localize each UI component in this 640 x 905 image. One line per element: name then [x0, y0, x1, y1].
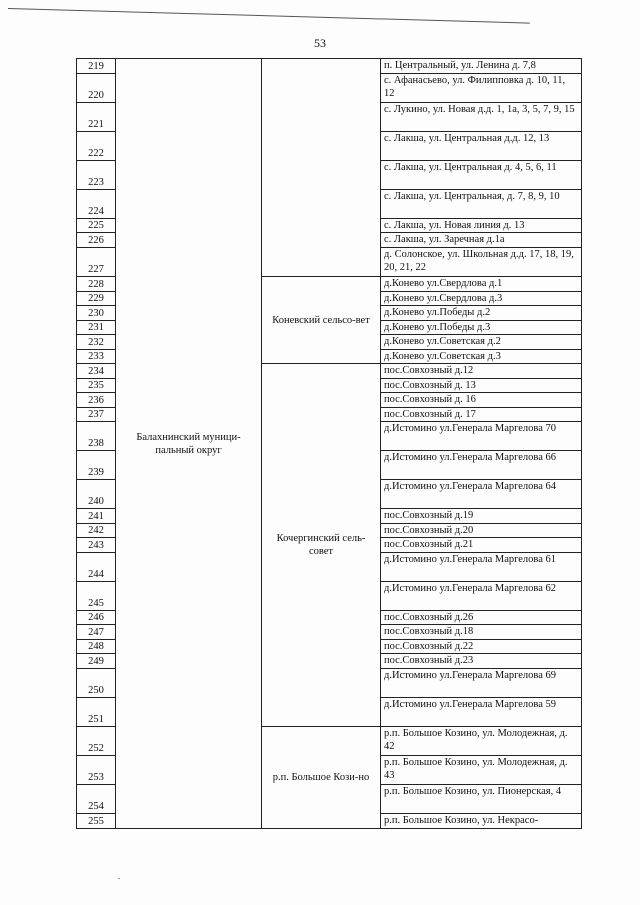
address-cell: пос.Совхозный д.20 [381, 524, 582, 538]
row-number: 222 [77, 132, 116, 161]
row-number: 226 [77, 233, 116, 248]
address-cell: д.Истомино ул.Генерала Маргелова 70 [381, 422, 582, 451]
address-cell: д.Конево ул.Советская д.2 [381, 335, 582, 350]
row-number: 229 [77, 292, 116, 306]
row-number: 238 [77, 422, 116, 451]
address-cell: с. Лукино, ул. Новая д.д. 1, 1а, 3, 5, 7, 9, 15 [381, 103, 582, 132]
address-cell: пос.Совхозный д.19 [381, 509, 582, 524]
row-number: 245 [77, 582, 116, 611]
table-row [77, 59, 582, 74]
row-number: 228 [77, 277, 116, 292]
address-cell: пос.Совхозный д.18 [381, 625, 582, 640]
address-cell: д.Истомино ул.Генерала Маргелова 62 [381, 582, 582, 611]
address-cell: р.п. Большое Козино, ул. Пионерская, 4 [381, 785, 582, 814]
row-number: 230 [77, 306, 116, 321]
row-number: 243 [77, 538, 116, 553]
settlement-cell: р.п. Большое Кози-но [262, 727, 381, 829]
address-cell: пос.Совхозный д.26 [381, 611, 582, 625]
row-number: 234 [77, 364, 116, 379]
row-number: 220 [77, 74, 116, 103]
row-number: 235 [77, 379, 116, 393]
polling-station-table [76, 58, 582, 829]
row-number: 221 [77, 103, 116, 132]
row-number: 248 [77, 640, 116, 654]
row-number: 251 [77, 698, 116, 727]
row-number: 232 [77, 335, 116, 350]
address-cell: пос.Совхозный д.12 [381, 364, 582, 379]
row-number: 236 [77, 393, 116, 408]
address-cell: с. Лакша, ул. Центральная д.д. 12, 13 [381, 132, 582, 161]
row-number: 224 [77, 190, 116, 219]
address-cell: пос.Совхозный д. 13 [381, 379, 582, 393]
row-number: 223 [77, 161, 116, 190]
scan-edge-line [8, 8, 530, 24]
address-cell: с. Лакша, ул. Заречная д.1а [381, 233, 582, 248]
address-cell: пос.Совхозный д.22 [381, 640, 582, 654]
municipality-cell: Балахнинский муници-пальный округ [116, 59, 262, 829]
address-cell: д.Истомино ул.Генерала Маргелова 61 [381, 553, 582, 582]
row-number: 253 [77, 756, 116, 785]
row-number: 242 [77, 524, 116, 538]
address-cell: п. Центральный, ул. Ленина д. 7,8 [381, 59, 582, 74]
address-cell: пос.Совхозный д. 17 [381, 408, 582, 422]
row-number: 219 [77, 59, 116, 74]
address-cell: д.Конево ул.Победы д.3 [381, 321, 582, 335]
row-number: 237 [77, 408, 116, 422]
row-number: 225 [77, 219, 116, 233]
settlement-cell: Кочергинский сель-совет [262, 364, 381, 727]
address-cell: д.Истомино ул.Генерала Маргелова 66 [381, 451, 582, 480]
address-cell: р.п. Большое Козино, ул. Некрасо- [381, 814, 582, 829]
address-cell: д.Истомино ул.Генерала Маргелова 59 [381, 698, 582, 727]
address-cell: д.Конево ул.Свердлова д.1 [381, 277, 582, 292]
row-number: 254 [77, 785, 116, 814]
row-number: 241 [77, 509, 116, 524]
address-cell: с. Лакша, ул. Центральная, д. 7, 8, 9, 10 [381, 190, 582, 219]
page-number: 53 [314, 36, 326, 50]
row-number: 227 [77, 248, 116, 277]
settlement-cell: Коневский сельсо-вет [262, 277, 381, 364]
address-cell: д. Солонское, ул. Школьная д.д. 17, 18, 19, 20, 21, 22 [381, 248, 582, 277]
row-number: 233 [77, 350, 116, 364]
address-cell: д.Истомино ул.Генерала Маргелова 64 [381, 480, 582, 509]
settlement-cell [262, 59, 381, 277]
row-number: 244 [77, 553, 116, 582]
row-number: 240 [77, 480, 116, 509]
scan-mark [118, 878, 120, 879]
address-cell: с. Лакша, ул. Центральная д. 4, 5, 6, 11 [381, 161, 582, 190]
address-cell: д.Конево ул.Свердлова д.3 [381, 292, 582, 306]
address-cell: пос.Совхозный д. 16 [381, 393, 582, 408]
row-number: 239 [77, 451, 116, 480]
row-number: 246 [77, 611, 116, 625]
address-cell: р.п. Большое Козино, ул. Молодежная, д. 43 [381, 756, 582, 785]
address-cell: пос.Совхозный д.23 [381, 654, 582, 669]
address-cell: р.п. Большое Козино, ул. Молодежная, д. 42 [381, 727, 582, 756]
row-number: 231 [77, 321, 116, 335]
address-cell: д.Конево ул.Победы д.2 [381, 306, 582, 321]
row-number: 250 [77, 669, 116, 698]
row-number: 252 [77, 727, 116, 756]
row-number: 249 [77, 654, 116, 669]
address-cell: пос.Совхозный д.21 [381, 538, 582, 553]
address-cell: д.Конево ул.Советская д.3 [381, 350, 582, 364]
address-cell: с. Афанасьево, ул. Филипповка д. 10, 11, 12 [381, 74, 582, 103]
row-number: 255 [77, 814, 116, 829]
address-cell: д.Истомино ул.Генерала Маргелова 69 [381, 669, 582, 698]
row-number: 247 [77, 625, 116, 640]
address-cell: с. Лакша, ул. Новая линия д. 13 [381, 219, 582, 233]
